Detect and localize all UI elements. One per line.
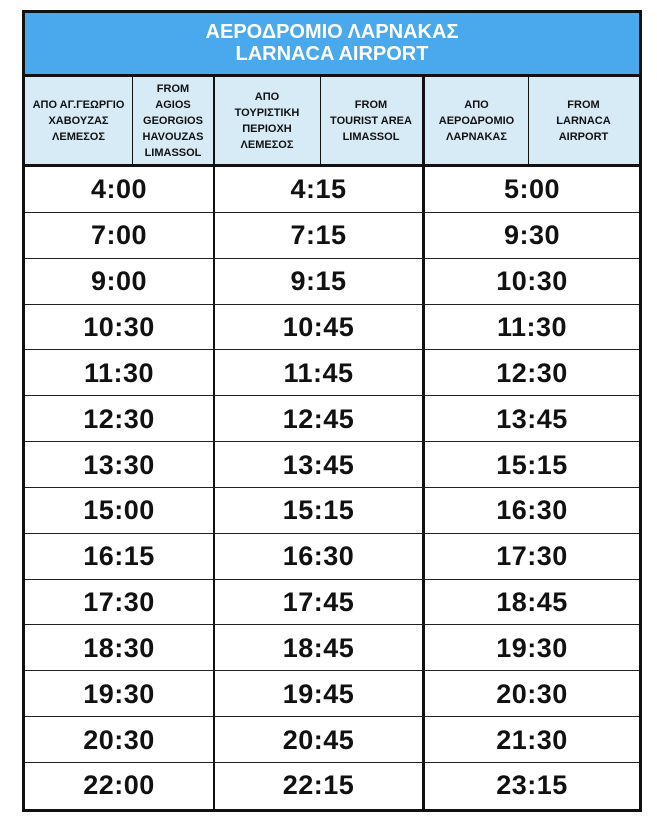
header-divider bbox=[132, 77, 133, 164]
header-from-airport-greek: ΑΠΟ ΑΕΡΟΔΡΟΜΙΟ ΛΑΡΝΑΚΑΣ bbox=[438, 98, 515, 143]
header-from-agios-georgios-english: FROM AGIOS GEORGIOS HAVOUZAS LIMASSOL bbox=[142, 82, 204, 159]
header-from-tourist-area-english: FROM TOURIST AREA LIMASSOL bbox=[330, 98, 412, 143]
time-from-airport: 5:00 bbox=[503, 174, 561, 205]
table-row bbox=[25, 350, 639, 396]
time-from-agios-georgios: 13:30 bbox=[83, 449, 155, 480]
time-from-agios-georgios: 22:00 bbox=[83, 770, 155, 801]
table-row bbox=[25, 763, 639, 809]
table-row bbox=[25, 717, 639, 763]
time-from-agios-georgios: 16:15 bbox=[83, 541, 155, 572]
time-from-agios-georgios: 4:00 bbox=[90, 174, 148, 205]
table-row bbox=[25, 442, 639, 488]
time-from-tourist-area: 4:15 bbox=[290, 174, 347, 205]
time-from-tourist-area: 20:45 bbox=[282, 724, 355, 755]
time-from-airport: 18:45 bbox=[496, 587, 568, 618]
time-from-tourist-area: 19:45 bbox=[282, 678, 355, 709]
table-row bbox=[25, 488, 639, 534]
time-from-airport: 20:30 bbox=[496, 678, 568, 709]
time-from-agios-georgios: 17:30 bbox=[83, 587, 155, 618]
column-headers bbox=[25, 77, 639, 167]
timetable bbox=[22, 10, 642, 812]
table-row bbox=[25, 580, 639, 626]
time-from-agios-georgios: 9:00 bbox=[90, 266, 148, 297]
time-from-airport: 23:15 bbox=[496, 770, 568, 801]
header-from-airport-english: FROM LARNACA AIRPORT bbox=[556, 98, 611, 143]
time-from-agios-georgios: 7:00 bbox=[90, 220, 148, 251]
time-from-airport: 19:30 bbox=[496, 632, 568, 663]
time-from-agios-georgios: 10:30 bbox=[83, 311, 155, 342]
time-from-tourist-area: 7:15 bbox=[290, 220, 347, 251]
table-row bbox=[25, 167, 639, 213]
time-from-tourist-area: 15:15 bbox=[282, 495, 355, 526]
time-from-airport: 15:15 bbox=[496, 449, 568, 480]
timetable-title bbox=[25, 13, 639, 77]
time-from-airport: 13:45 bbox=[496, 403, 568, 434]
table-row bbox=[25, 213, 639, 259]
time-from-tourist-area: 17:45 bbox=[282, 587, 355, 618]
time-from-tourist-area: 10:45 bbox=[282, 311, 355, 342]
time-from-agios-georgios: 11:30 bbox=[83, 357, 155, 388]
time-from-tourist-area: 16:30 bbox=[282, 541, 355, 572]
header-from-agios-georgios-greek: ΑΠΟ ΑΓ.ΓΕΩΡΓΙΟ ΧΑΒΟΥΖΑΣ ΛΕΜΕΣΟΣ bbox=[32, 98, 125, 143]
time-from-agios-georgios: 18:30 bbox=[83, 632, 155, 663]
time-from-airport: 10:30 bbox=[496, 266, 568, 297]
title-greek: ΑΕΡΟΔΡΟΜΙΟ ΛΑΡΝΑΚΑΣ bbox=[205, 21, 459, 43]
time-from-tourist-area: 12:45 bbox=[282, 403, 355, 434]
time-from-airport: 9:30 bbox=[503, 220, 561, 251]
header-divider bbox=[528, 77, 529, 164]
time-from-tourist-area: 11:45 bbox=[283, 357, 354, 388]
table-row bbox=[25, 626, 639, 672]
time-from-airport: 12:30 bbox=[496, 357, 568, 388]
time-from-agios-georgios: 15:00 bbox=[83, 495, 155, 526]
table-row bbox=[25, 259, 639, 305]
time-from-tourist-area: 18:45 bbox=[282, 632, 355, 663]
time-from-agios-georgios: 19:30 bbox=[83, 678, 155, 709]
title-english: LARNACA AIRPORT bbox=[235, 43, 429, 65]
time-from-agios-georgios: 12:30 bbox=[83, 403, 155, 434]
time-from-airport: 16:30 bbox=[496, 495, 568, 526]
time-from-tourist-area: 22:15 bbox=[282, 770, 355, 801]
header-from-tourist-area-greek: ΑΠΟ ΤΟΥΡΙΣΤΙΚΗ ΠΕΡΙΟΧΗ ΛΕΜΕΣΟΣ bbox=[234, 90, 300, 151]
time-from-airport: 17:30 bbox=[496, 541, 568, 572]
time-from-airport: 11:30 bbox=[496, 311, 568, 342]
time-from-tourist-area: 13:45 bbox=[282, 449, 355, 480]
table-row bbox=[25, 534, 639, 580]
table-row bbox=[25, 305, 639, 351]
time-from-agios-georgios: 20:30 bbox=[83, 724, 155, 755]
time-from-tourist-area: 9:15 bbox=[290, 266, 347, 297]
time-from-airport: 21:30 bbox=[496, 724, 568, 755]
table-row bbox=[25, 671, 639, 717]
header-divider bbox=[320, 77, 321, 164]
table-row bbox=[25, 396, 639, 442]
